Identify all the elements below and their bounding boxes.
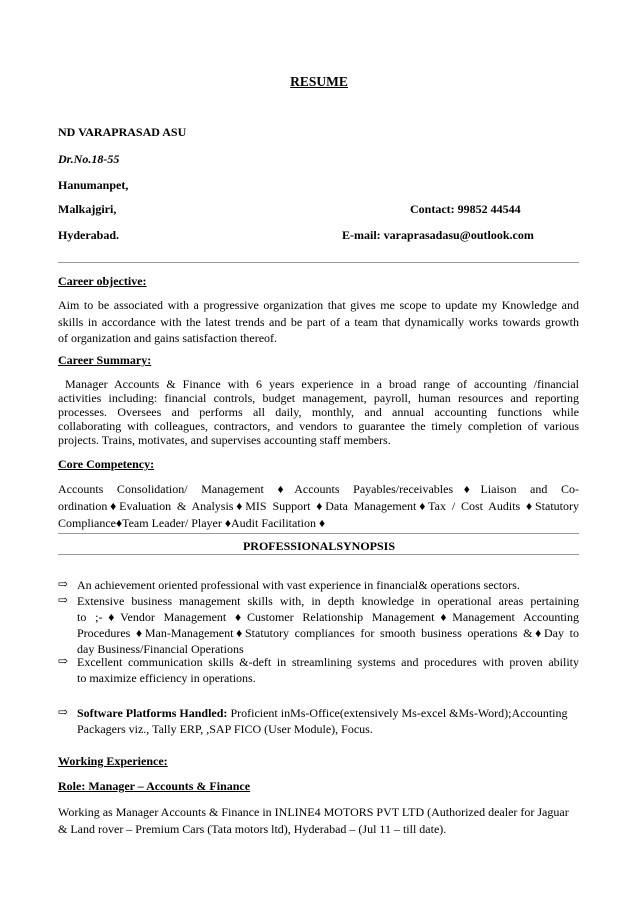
synopsis-top-divider bbox=[58, 533, 579, 534]
working-experience-line: & Land rover – Premium Cars (Tata motors ltd), Hyderabad – (Jul 11 – till date). bbox=[58, 821, 447, 836]
professional-synopsis-heading: PROFESSIONALSYNOPSIS bbox=[242, 539, 396, 553]
synopsis-bullet-line: to maximize efficiency in operations. bbox=[77, 671, 256, 685]
career-summary-line: collaborating with colleagues, contractors, and vendors to guarantee the timely completion of various bbox=[58, 419, 579, 433]
candidate-name: ND VARAPRASAD ASU bbox=[58, 125, 187, 139]
working-experience-text bbox=[58, 804, 579, 837]
arrow-bullet-icon: ⇨ bbox=[58, 593, 69, 607]
core-competency-text bbox=[58, 481, 579, 532]
arrow-bullet-icon: ⇨ bbox=[58, 705, 69, 719]
synopsis-bullet-text bbox=[77, 577, 579, 593]
software-platforms-line: Packagers viz., Tally ERP, ,SAP FICO (User Module), Focus. bbox=[77, 722, 373, 736]
address-city: Hyderabad. bbox=[58, 228, 120, 242]
contact-email: E-mail: varaprasadasu@outlook.com bbox=[342, 228, 534, 242]
synopsis-bullet bbox=[58, 654, 579, 688]
synopsis-bullet-line: day Business/Financial Operations bbox=[77, 642, 244, 656]
synopsis-bottom-divider bbox=[58, 554, 579, 555]
software-platforms-line bbox=[77, 705, 579, 721]
career-objective-line: of organization and gains satisfaction thereof. bbox=[58, 331, 278, 345]
software-platforms-text bbox=[77, 705, 579, 737]
career-objective-heading: Career objective: bbox=[58, 274, 147, 288]
career-summary-line: activities including: financial controls, budget management, payroll, human resources and reporting bbox=[58, 391, 579, 405]
header-divider bbox=[58, 262, 579, 263]
career-objective-line: skills in accordance with the latest trends and be part of a team that dynamically works towards growth bbox=[58, 314, 579, 329]
software-platforms-detail: Proficient inMs-Office(extensively Ms-excel &Ms-Word);Accounting bbox=[227, 706, 568, 720]
address-door-number: Dr.No.18-55 bbox=[58, 152, 120, 166]
resume-title: RESUME bbox=[290, 74, 348, 89]
working-experience-heading: Working Experience: bbox=[58, 754, 168, 768]
address-locality: Malkajgiri, bbox=[58, 202, 117, 216]
role-heading: Role: Manager – Accounts & Finance bbox=[58, 779, 251, 793]
core-competency-line: Accounts Consolidation/ Management ♦Accounts Payables/receivables♦Liaison and Co- bbox=[58, 482, 579, 496]
core-competency-heading: Core Competency: bbox=[58, 457, 155, 471]
career-summary-line: Manager Accounts & Finance with 6 years experience in a broad range of accounting /financial bbox=[58, 377, 579, 391]
career-objective-line: Aim to be associated with a progressive organization that gives me scope to update my Knowledge and bbox=[58, 298, 579, 312]
career-objective-text bbox=[58, 297, 579, 347]
synopsis-bullet-line: Excellent communication skills &-deft in streamlining systems and procedures with proven ability bbox=[77, 655, 579, 669]
synopsis-bullet-line: Procedures ♦Man-Management♦Statutory compliances for smooth business operations &♦Day to bbox=[77, 626, 579, 640]
career-summary-line: processes. Oversees and performs all daily, monthly, and annual accounting functions while bbox=[58, 405, 579, 419]
software-platforms-bullet bbox=[58, 705, 579, 739]
core-competency-line: ordination♦Evaluation & Analysis♦MIS Support ♦Data Management♦Tax / Cost Audits ♦Statutory bbox=[58, 499, 579, 513]
career-summary-line: projects. Trains, motivates, and supervises accounting staff members. bbox=[58, 433, 391, 447]
career-summary-text bbox=[58, 377, 579, 447]
career-summary-heading: Career Summary: bbox=[58, 353, 152, 367]
synopsis-bullet-line: to ;-♦Vendor Management ♦Customer Relationship Management♦Management Accounting bbox=[77, 610, 579, 624]
synopsis-bullet-text bbox=[77, 654, 579, 686]
address-area: Hanumanpet, bbox=[58, 178, 129, 192]
contact-phone: Contact: 99852 44544 bbox=[410, 202, 521, 216]
arrow-bullet-icon: ⇨ bbox=[58, 654, 69, 668]
working-experience-line: Working as Manager Accounts & Finance in INLINE4 MOTORS PVT LTD (Authorized dealer for Jaguar bbox=[58, 805, 569, 819]
core-competency-line: Compliance♦Team Leader/ Player ♦Audit Facilitation ♦ bbox=[58, 516, 326, 530]
synopsis-bullet-line: Extensive business management skills with, in depth knowledge in operational areas pertaining bbox=[77, 594, 579, 608]
software-platforms-label: Software Platforms Handled: bbox=[77, 706, 228, 720]
arrow-bullet-icon: ⇨ bbox=[58, 577, 69, 591]
synopsis-bullet bbox=[58, 593, 579, 657]
synopsis-bullet-line: An achievement oriented professional with vast experience in financial& operations sectors. bbox=[77, 578, 520, 592]
synopsis-bullet-text bbox=[77, 593, 579, 657]
